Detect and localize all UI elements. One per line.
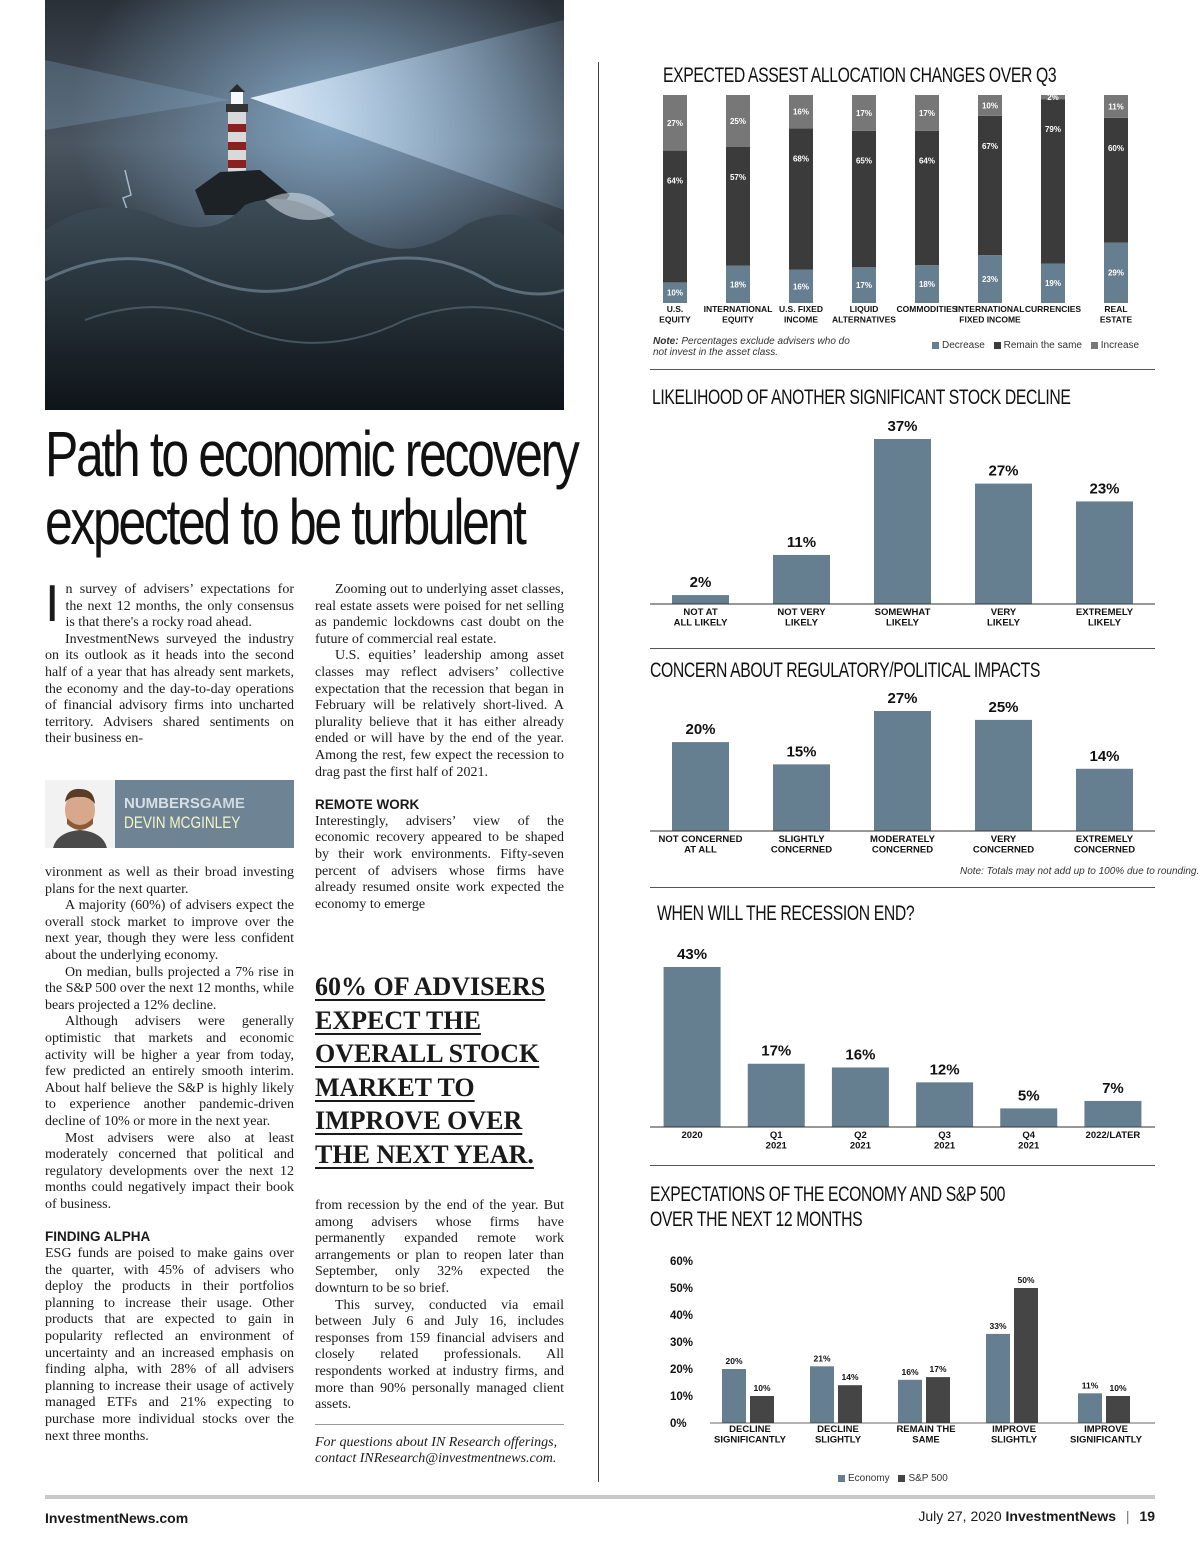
chart-title-expectations: EXPECTATIONS OF THE ECONOMY AND S&P 500 OVER THE NEXT 12 MONTHS <box>650 1183 1006 1231</box>
category-label: 2021 <box>1018 1140 1040 1152</box>
data-label: 60% <box>1107 143 1125 153</box>
data-label: 10% <box>981 101 999 111</box>
data-label: 10% <box>666 288 684 298</box>
pull-quote-line: IMPROVE OVER <box>315 1106 523 1135</box>
category-label: SIGNIFICANTLY <box>1070 1434 1142 1446</box>
data-label: 19% <box>1044 279 1062 289</box>
bar <box>874 439 931 604</box>
bar-segment-remain-the-same <box>789 128 813 269</box>
drop-cap: I <box>45 575 60 633</box>
category-label: Q1 <box>769 1130 783 1141</box>
article-column-1b <box>45 865 294 1445</box>
chart-allocation-legend <box>932 340 1139 351</box>
category-label: CURRENCIES <box>1024 304 1082 314</box>
column-name: NUMBERSGAME <box>124 795 245 812</box>
bar <box>748 1064 805 1127</box>
data-label: 16% <box>845 1046 876 1064</box>
data-label: 20% <box>685 721 716 739</box>
y-tick-label: 40% <box>670 1310 694 1322</box>
data-label: 16% <box>792 282 810 292</box>
category-label: Q4 <box>1022 1130 1036 1141</box>
data-label: 15% <box>786 743 817 761</box>
category-label: EXTREMELY <box>1075 834 1134 845</box>
category-label: U.S. FIXED <box>779 304 823 314</box>
legend-item: S&P 500 <box>892 1473 947 1484</box>
data-label: 16% <box>792 107 810 117</box>
chart-allocation-note: Note: Percentages exclude advisers who do not invest in the asset class. <box>653 336 850 358</box>
hero-illustration <box>45 0 564 410</box>
chart-title-likelihood: LIKELIHOOD OF ANOTHER SIGNIFICANT STOCK DECLINE <box>652 386 1071 409</box>
article-paragraph: U.S. equities’ leadership among asset classes may reflect advisers’ collective expectation that the recession that began in February will be relatively short-lived. A plurality believe that it has either already ended or will have by the end of the year. Among the rest, few expect the recession to drag past the first half of 2021. <box>315 648 564 780</box>
pull-quote-line: EXPECT THE <box>315 1005 481 1035</box>
category-label: Q3 <box>938 1130 951 1141</box>
article-paragraph: On median, bulls projected a 7% rise in the S&P 500 over the next 12 months, while bears projected a 12% decline. <box>45 964 294 1013</box>
bar-segment-remain-the-same <box>663 151 687 283</box>
bar-s-p-500 <box>1106 1396 1130 1423</box>
data-label: 18% <box>729 280 747 290</box>
category-label: SOMEWHAT <box>874 607 931 618</box>
data-label: 2% <box>1047 93 1059 103</box>
category-label: EQUITY <box>722 314 754 325</box>
pull-quote-line: THE NEXT YEAR. <box>315 1139 534 1169</box>
bar-s-p-500 <box>838 1385 862 1423</box>
data-label: 11% <box>1108 102 1124 112</box>
data-label: 16% <box>901 1366 919 1377</box>
y-tick-label: 10% <box>670 1391 694 1403</box>
data-label: 10% <box>753 1383 771 1393</box>
category-label: SLIGHTLY <box>778 834 825 845</box>
article-paragraph: from recession by the end of the year. But among advisers whose firms have permanently expanded remote work arrangements or plan to reopen later than September, only 32% expected the downturn to be so brief. <box>315 1198 564 1296</box>
chart-title-concern: CONCERN ABOUT REGULATORY/POLITICAL IMPACTS <box>650 659 1041 682</box>
data-label: 17% <box>929 1364 947 1375</box>
category-label: MODERATELY <box>870 834 935 845</box>
category-label: ALL LIKELY <box>673 617 728 629</box>
y-tick-label: 50% <box>670 1283 694 1295</box>
footer-page-number: 19 <box>1139 1508 1155 1524</box>
data-label: 18% <box>918 280 936 290</box>
data-label: 43% <box>677 946 708 963</box>
y-tick-label: 20% <box>670 1364 694 1376</box>
category-label: AT ALL <box>684 844 717 856</box>
category-label: INTERNATIONAL <box>955 304 1025 314</box>
footer-folio <box>918 1508 1155 1524</box>
article-paragraph: Zooming out to underlying asset classes, real estate assets were poised for net selling as pandemic lockdowns cast doubt on the future of commercial real estate. <box>315 582 564 647</box>
data-label: 20% <box>725 1356 743 1366</box>
section-divider <box>650 369 1155 370</box>
footer-date: July 27, 2020 <box>918 1508 1002 1524</box>
article-paragraph: This survey, conducted via email between July 6 and July 16, includes responses from 159 financial advisers and closely related professionals. All respondents worked at industry firms, and more than 90% personally managed client assets. <box>315 1297 564 1413</box>
data-label: 64% <box>666 176 684 186</box>
data-label: 2% <box>689 574 712 592</box>
category-label: NOT CONCERNED <box>658 834 743 845</box>
category-label: SLIGHTLY <box>814 1434 862 1446</box>
legend-swatch <box>898 1475 905 1482</box>
hero-photo-lighthouse-storm <box>45 0 564 410</box>
data-label: 11% <box>786 533 817 551</box>
chart-title-allocation: EXPECTED ASSEST ALLOCATION CHANGES OVER Q3 <box>663 64 1057 87</box>
article-paragraph: InvestmentNews surveyed the industry on its outlook as it heads into the second half of a year that has already sent markets, the economy and the day-to-day operations of financial advisory firms into uncharted territory. Advisers shared sentiments on their business en- <box>45 631 294 747</box>
legend-item: Increase <box>1085 340 1139 351</box>
category-label: NOT AT <box>683 607 718 618</box>
bar-segment-remain-the-same <box>978 116 1002 255</box>
data-label: 17% <box>855 108 873 118</box>
data-label: 65% <box>855 156 873 166</box>
data-label: 5% <box>1017 1087 1040 1105</box>
data-label: 23% <box>981 275 999 285</box>
bar <box>832 1067 889 1127</box>
category-label: COMMODITIES <box>896 304 958 314</box>
category-label: 2021 <box>849 1140 871 1152</box>
category-label: SAME <box>912 1434 940 1446</box>
data-label: 57% <box>729 173 747 182</box>
category-label: SIGNIFICANTLY <box>714 1434 786 1446</box>
legend-swatch <box>932 342 939 349</box>
author-photo <box>45 780 115 848</box>
legend-item: Remain the same <box>988 340 1082 351</box>
article-paragraph: Although advisers were generally optimistic that markets and economic activity will be higher a year from today, few predicted an entirely smooth interim. About half believe the S&P is highly likely to experience another pandemic-driven decline of 10% or more in the next year. <box>45 1014 294 1129</box>
legend-swatch <box>838 1475 845 1482</box>
bar <box>1000 1108 1057 1127</box>
chart-concern-note: Note: Totals may not add up to 100% due to rounding. <box>960 866 1200 877</box>
category-label: ALTERNATIVES <box>832 314 896 325</box>
category-label: DECLINE <box>729 1424 771 1435</box>
footer-rule <box>45 1495 1155 1499</box>
category-label: SLIGHTLY <box>990 1434 1038 1446</box>
bar-segment-remain-the-same <box>1104 118 1128 243</box>
bar <box>1076 501 1133 604</box>
subhead-finding-alpha: FINDING ALPHA <box>45 1229 151 1245</box>
author-name: DEVIN MCGINLEY <box>124 813 241 832</box>
subhead-remote-work: REMOTE WORK <box>315 797 420 813</box>
data-label: 68% <box>792 154 810 164</box>
category-label: REAL <box>1104 304 1128 314</box>
category-label: EQUITY <box>659 314 691 325</box>
bar <box>672 742 729 831</box>
bar-economy <box>1078 1393 1102 1423</box>
data-label: 7% <box>1102 1079 1124 1097</box>
category-label: CONCERNED <box>871 844 934 856</box>
category-label: 2022/LATER <box>1085 1130 1141 1141</box>
category-label: 2021 <box>765 1140 787 1152</box>
bar <box>916 1082 973 1127</box>
legend-item: Economy <box>838 1473 890 1484</box>
category-label: LIQUID <box>849 304 879 314</box>
bar <box>672 595 729 604</box>
category-label: VERY <box>990 834 1017 845</box>
data-label: 67% <box>981 141 999 151</box>
pull-quote-line: 60% OF ADVISERS <box>315 972 546 1001</box>
headline-line-1: Path to economic recovery <box>45 418 578 490</box>
category-label: LIKELY <box>1088 617 1121 629</box>
category-label: DECLINE <box>817 1424 859 1435</box>
category-label: Q2 <box>854 1130 867 1141</box>
bar <box>773 764 830 831</box>
y-tick-label: 30% <box>670 1337 694 1349</box>
article-column-2b <box>315 1198 564 1468</box>
pull-quote-line: OVERALL STOCK <box>315 1039 540 1068</box>
category-label: LIKELY <box>785 617 818 629</box>
article-paragraph: A majority (60%) of advisers expect the overall stock market to improve over the next year, though they were less confident about the underlying economy. <box>45 898 294 963</box>
headline-line-2: expected to be turbulent <box>45 486 525 558</box>
legend-item: Decrease <box>932 340 985 351</box>
data-label: 17% <box>918 108 936 118</box>
category-label: CONCERNED <box>972 844 1035 856</box>
category-label: CONCERNED <box>770 844 833 856</box>
bar <box>1076 769 1133 831</box>
data-label: 21% <box>813 1353 831 1364</box>
data-label: 14% <box>1089 747 1120 765</box>
category-label: LIKELY <box>886 617 919 629</box>
bar <box>1084 1101 1141 1127</box>
category-label: VERY <box>990 607 1017 618</box>
category-label: INTERNATIONAL <box>703 304 773 314</box>
chart-recession <box>650 935 1155 1152</box>
pull-quote <box>315 970 565 1171</box>
data-label: 27% <box>666 118 684 128</box>
data-label: 27% <box>988 462 1019 480</box>
data-label: 50% <box>1017 1275 1035 1285</box>
data-label: 25% <box>988 698 1019 716</box>
data-label: 79% <box>1044 125 1062 135</box>
legend-swatch <box>994 342 1001 349</box>
bar-s-p-500 <box>1014 1288 1038 1423</box>
chart-title-recession: WHEN WILL THE RECESSION END? <box>657 902 915 925</box>
data-label: 12% <box>929 1061 960 1079</box>
chart-allocation <box>650 90 1155 330</box>
category-label: EXTREMELY <box>1075 607 1134 618</box>
bar-segment-remain-the-same <box>1041 99 1065 263</box>
category-label: CONCERNED <box>1073 844 1136 856</box>
category-label: NOT VERY <box>777 607 826 618</box>
category-label: LIKELY <box>987 617 1020 629</box>
footer-separator: | <box>1125 1508 1130 1524</box>
category-label: 2020 <box>681 1130 703 1141</box>
bar-economy <box>986 1334 1010 1423</box>
data-label: 17% <box>855 281 873 291</box>
bar-economy <box>898 1380 922 1423</box>
category-label: INCOME <box>784 314 818 325</box>
data-label: 27% <box>887 690 918 707</box>
legend-swatch <box>1091 342 1098 349</box>
section-divider <box>650 1165 1155 1166</box>
data-label: 17% <box>761 1042 792 1060</box>
article-paragraph: Most advisers were also at least moderately concerned that political and regulatory developments over the next 12 months could negatively impact their book of business. <box>45 1130 294 1212</box>
article-column-1a <box>45 575 294 748</box>
footer-brand: InvestmentNews <box>1005 1508 1116 1524</box>
bar-segment-remain-the-same <box>726 147 750 266</box>
category-label: 2021 <box>934 1140 956 1152</box>
data-label: 25% <box>729 117 747 126</box>
data-label: 14% <box>841 1372 859 1383</box>
y-tick-label: 60% <box>670 1256 694 1268</box>
chart-expectations <box>650 1245 1155 1475</box>
category-label: IMPROVE <box>992 1424 1036 1435</box>
bar-economy <box>722 1369 746 1423</box>
bar-segment-remain-the-same <box>852 131 876 268</box>
pull-quote-line: MARKET TO <box>315 1072 475 1102</box>
bar <box>975 720 1032 831</box>
data-label: 33% <box>989 1320 1007 1331</box>
article-headline <box>45 418 578 558</box>
y-tick-label: 0% <box>670 1418 687 1430</box>
data-label: 64% <box>918 156 936 166</box>
data-label: 10% <box>1109 1383 1127 1393</box>
bar <box>975 484 1032 604</box>
data-label: 37% <box>887 418 918 435</box>
article-paragraph: Interestingly, advisers’ view of the economic recovery appeared to be shaped by their work environments. Fifty-seven percent of advisers whose firms have already resumed onsite work expected the economy to emerge <box>315 813 564 912</box>
footer-site: InvestmentNews.com <box>45 1510 189 1526</box>
category-label: IMPROVE <box>1084 1424 1128 1435</box>
contact-divider <box>315 1424 564 1425</box>
category-label: FIXED INCOME <box>959 314 1021 325</box>
section-divider <box>650 887 1155 888</box>
article-paragraph: In survey of advisers’ expectations for the next 12 months, the only consensus is that there's a rocky road ahead. <box>45 575 294 633</box>
bar-s-p-500 <box>926 1377 950 1423</box>
data-label: 23% <box>1089 480 1120 498</box>
data-label: 29% <box>1107 268 1125 278</box>
bar <box>664 967 721 1127</box>
article-column-2a <box>315 582 564 913</box>
bar <box>874 711 931 831</box>
contact-note: For questions about IN Research offerings, contact INResearch@investmentnews.com. <box>315 1434 558 1467</box>
category-label: REMAIN THE <box>896 1424 956 1435</box>
data-label: 11% <box>1081 1380 1099 1391</box>
chart-likelihood <box>650 412 1155 632</box>
bar-s-p-500 <box>750 1396 774 1423</box>
column-divider <box>598 62 599 1482</box>
article-paragraph: vironment as well as their broad investing plans for the next quarter. <box>45 865 294 897</box>
bar-segment-remain-the-same <box>915 131 939 265</box>
category-label: U.S. <box>666 304 684 314</box>
category-label: ESTATE <box>1099 314 1133 325</box>
bar <box>773 555 830 604</box>
chart-expectations-legend <box>838 1473 948 1484</box>
chart-concern <box>650 688 1155 868</box>
section-divider <box>650 648 1155 649</box>
article-paragraph: ESG funds are poised to make gains over the quarter, with 45% of advisers who deploy the products in their portfolios planning to increase their usage. Other products that are expected to gain in popularity reflected an environment of uncertainty and an increased emphasis on finding alpha, with 28% of all advisers planning to increase their usage of actively managed ETFs and 21% expecting to purchase more individual stocks over the next three months. <box>45 1246 294 1444</box>
bar-economy <box>810 1366 834 1423</box>
